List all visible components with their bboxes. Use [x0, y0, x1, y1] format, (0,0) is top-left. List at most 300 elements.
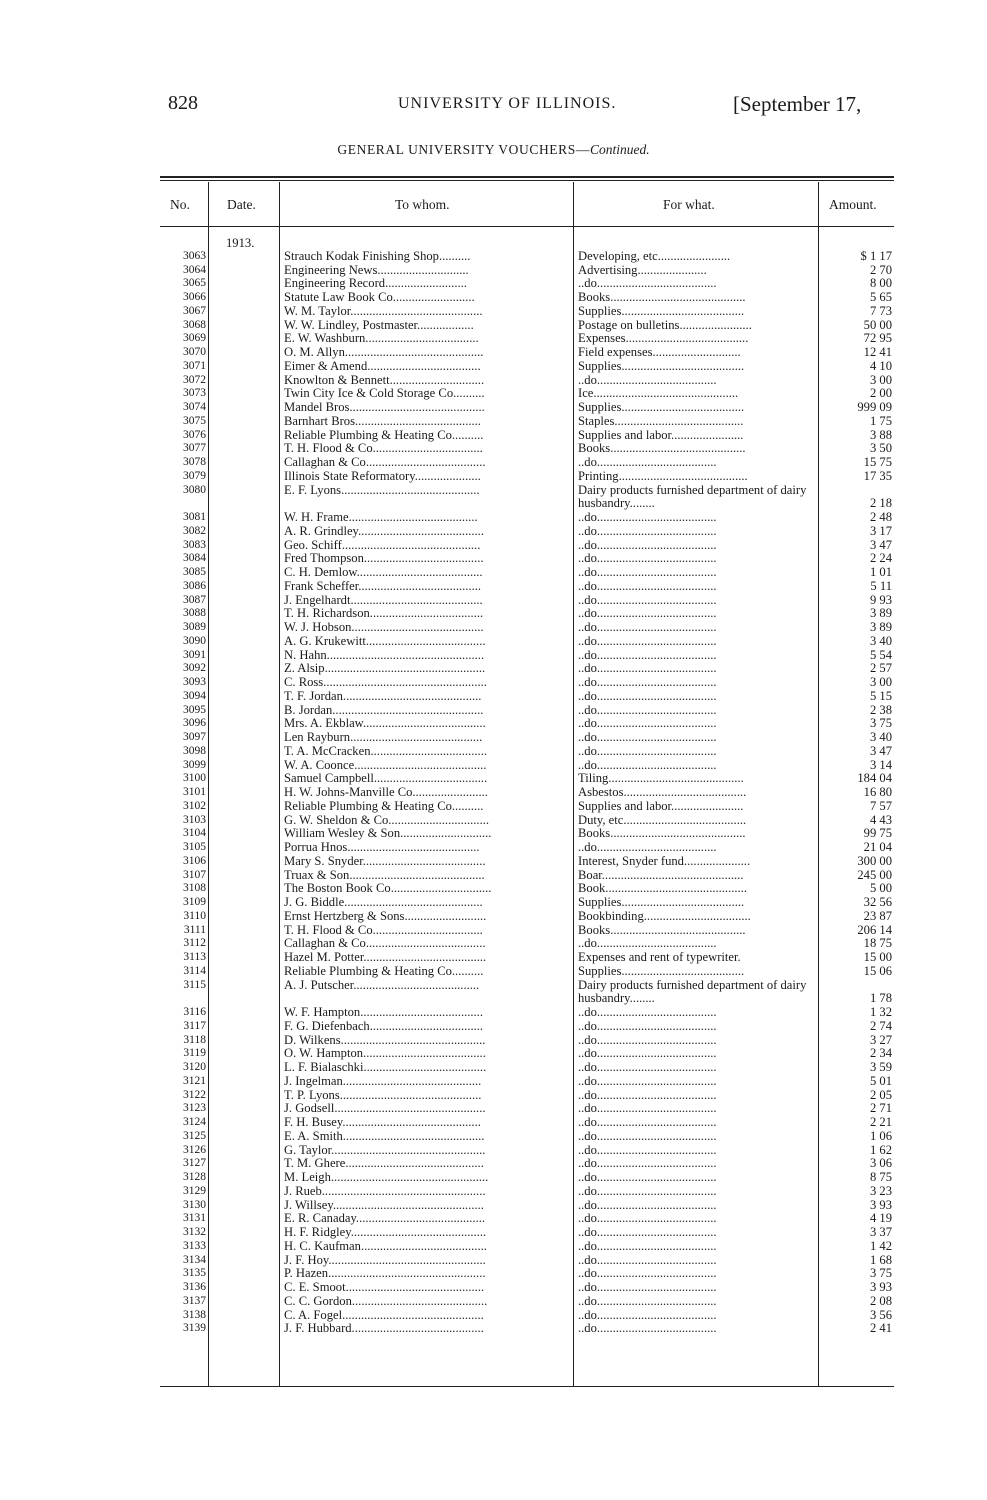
voucher-number: 3072 [183, 373, 206, 386]
table-row [0, 566, 987, 580]
purpose: ..do...................................... [578, 1116, 717, 1129]
table-row [0, 387, 987, 401]
voucher-number: 3136 [183, 1281, 206, 1293]
purpose: Dairy products furnished department of dairy husbandry........ [578, 483, 807, 511]
amount: 3 37 [869, 1226, 892, 1239]
amount: 3 00 [869, 373, 892, 387]
purpose: Books........................................... [578, 827, 746, 841]
table-row [0, 772, 987, 786]
voucher-number: 3075 [183, 414, 206, 427]
purpose: ..do...................................... [578, 1088, 717, 1102]
table-row [0, 1226, 987, 1240]
amount: 18 75 [863, 937, 892, 951]
table-row [0, 979, 987, 1007]
amount: 3 27 [869, 1033, 892, 1047]
purpose: ..do...................................... [578, 373, 717, 387]
voucher-number: 3138 [183, 1308, 206, 1321]
voucher-number: 3081 [183, 511, 206, 523]
payee: Twin City Ice & Cold Storage Co.......... [284, 387, 485, 401]
purpose: Postage on bulletins....................... [578, 318, 752, 332]
purpose: ..do...................................... [578, 1102, 717, 1116]
table-row [0, 1144, 987, 1158]
table-row [0, 1020, 987, 1034]
running-head: UNIVERSITY OF ILLINOIS. [398, 95, 617, 112]
voucher-number: 3117 [183, 1019, 206, 1032]
voucher-number: 3137 [183, 1294, 206, 1307]
voucher-number: 3113 [183, 951, 206, 963]
payee: Statute Law Book Co.......................... [284, 291, 475, 304]
voucher-number: 3065 [183, 277, 206, 290]
payee: J. G. Biddle............................................ [284, 896, 483, 909]
amount: 2 57 [869, 662, 892, 676]
payee: A. J. Putscher........................................ [284, 978, 480, 992]
voucher-number: 3089 [183, 621, 206, 633]
purpose: ..do...................................... [578, 1212, 717, 1226]
payee: Z. Alsip................................................... [284, 662, 486, 676]
payee: O. M. Allyn............................................ [284, 346, 484, 359]
voucher-number: 3091 [183, 648, 206, 661]
voucher-number: 3128 [183, 1171, 206, 1183]
amount: 15 00 [863, 951, 892, 964]
payee: Hazel M. Potter....................................... [284, 951, 487, 964]
year-line [0, 236, 987, 250]
payee: Ernst Hertzberg & Sons.......................... [284, 909, 487, 923]
voucher-number: 3139 [183, 1322, 206, 1335]
amount: 4 19 [869, 1212, 892, 1226]
table-row [0, 1034, 987, 1048]
amount: 3 59 [869, 1061, 892, 1074]
amount: 3 50 [869, 442, 892, 456]
amount: 3 14 [869, 758, 892, 772]
payee: C. A. Fogel............................................. [284, 1308, 484, 1322]
table-row [0, 717, 987, 731]
section-title-text: GENERAL UNIVERSITY VOUCHERS— [337, 142, 590, 157]
table-row [0, 924, 987, 938]
table-row [0, 264, 987, 278]
payee: Strauch Kodak Finishing Shop.......... [284, 249, 471, 263]
table-row [0, 704, 987, 718]
voucher-number: 3071 [183, 359, 206, 372]
payee: Truax & Son........................................... [284, 868, 485, 882]
table-row [0, 649, 987, 663]
purpose: Advertising...................... [578, 263, 707, 277]
table-row [0, 374, 987, 388]
purpose: ..do...................................... [578, 511, 717, 524]
amount: $ 1 17 [860, 249, 892, 263]
table-row [0, 1061, 987, 1075]
payee: T. H. Flood & Co................................... [284, 923, 483, 937]
table-row [0, 1047, 987, 1061]
payee: F. H. Busey............................................ [284, 1116, 481, 1129]
payee: E. A. Smith............................................. [284, 1129, 485, 1143]
header-date: [September 17, [733, 92, 862, 116]
amount: 5 11 [870, 579, 892, 593]
purpose: Bookbinding.................................. [578, 909, 751, 923]
col-header-amount: Amount. [829, 197, 877, 212]
amount: 3 89 [869, 607, 892, 621]
amount: 99 75 [863, 827, 892, 841]
purpose: ..do...................................... [578, 634, 717, 648]
payee: H. W. Johns-Manville Co........................ [284, 786, 488, 799]
purpose: ..do...................................... [578, 1033, 717, 1047]
table-row [0, 882, 987, 896]
amount: 7 57 [869, 799, 892, 813]
purpose: ..do...................................... [578, 277, 717, 291]
purpose: Asbestos....................................... [578, 786, 747, 799]
payee: B. Jordan................................................ [284, 703, 484, 717]
table-row [0, 1295, 987, 1309]
voucher-number: 3086 [183, 579, 206, 592]
table-row [0, 1267, 987, 1281]
table-row [0, 1254, 987, 1268]
payee: C. H. Demlow........................................ [284, 566, 483, 579]
purpose: ..do...................................... [578, 758, 717, 772]
payee: D. Wilkens.............................................. [284, 1033, 486, 1047]
amount: 3 40 [869, 731, 892, 744]
payee: O. W. Hampton....................................... [284, 1047, 486, 1061]
purpose: ..do...................................... [578, 744, 717, 758]
table-row [0, 607, 987, 621]
payee: T. H. Richardson.................................... [284, 607, 484, 621]
voucher-number: 3074 [183, 401, 206, 413]
amount: 2 48 [869, 511, 892, 524]
payee: Callaghan & Co...................................... [284, 937, 486, 951]
voucher-table [0, 236, 987, 1336]
table-row [0, 539, 987, 553]
voucher-number: 3076 [183, 428, 206, 441]
amount: 3 00 [869, 676, 892, 689]
table-row [0, 951, 987, 965]
amount: 72 95 [863, 332, 892, 346]
voucher-number: 3119 [183, 1047, 206, 1060]
purpose: ..do...................................... [578, 1294, 717, 1308]
purpose: ..do...................................... [578, 621, 717, 634]
voucher-number: 3063 [183, 249, 206, 262]
amount: 1 78 [869, 992, 892, 1006]
voucher-number: 3088 [183, 607, 206, 620]
payee: H. C. Kaufman........................................ [284, 1239, 487, 1253]
voucher-number: 3105 [183, 841, 206, 853]
amount: 5 15 [869, 689, 892, 703]
amount: 8 75 [869, 1171, 892, 1184]
header-bottom-rule [160, 226, 894, 227]
voucher-number: 3068 [183, 318, 206, 331]
payee: Barnhart Bros........................................ [284, 414, 481, 428]
table-row [0, 360, 987, 374]
table-row [0, 896, 987, 910]
table-row [0, 456, 987, 470]
voucher-number: 3109 [183, 896, 206, 908]
table-row [0, 442, 987, 456]
table-row [0, 1240, 987, 1254]
payee: J. F. Hubbard.......................................... [284, 1322, 484, 1336]
purpose: ..do...................................... [578, 1253, 717, 1267]
payee: J. Willsey................................................ [284, 1198, 484, 1212]
table-row [0, 1185, 987, 1199]
payee: W. H. Frame......................................... [284, 511, 478, 524]
table-row [0, 511, 987, 525]
payee: C. C. Gordon........................................... [284, 1294, 488, 1308]
amount: 16 80 [863, 786, 892, 799]
purpose: ..do...................................... [578, 1006, 717, 1019]
payee: Frank Scheffer....................................... [284, 579, 482, 593]
voucher-number: 3116 [183, 1006, 206, 1018]
voucher-number: 3064 [183, 263, 206, 276]
voucher-number: 3087 [183, 593, 206, 606]
purpose: ..do...................................... [578, 1047, 717, 1061]
purpose: Duty, etc....................................... [578, 813, 747, 827]
amount: 21 04 [863, 841, 892, 854]
voucher-number: 3096 [183, 717, 206, 730]
voucher-number: 3084 [183, 552, 206, 565]
purpose: Expenses....................................... [578, 332, 749, 346]
purpose: ..do...................................... [578, 566, 717, 579]
purpose: Supplies....................................... [578, 401, 745, 414]
purpose: ..do...................................... [578, 1226, 717, 1239]
table-row [0, 1199, 987, 1213]
payee: Mary S. Snyder....................................... [284, 854, 486, 868]
purpose: Printing......................................... [578, 469, 748, 483]
purpose: ..do...................................... [578, 1074, 717, 1088]
table-row [0, 1322, 987, 1336]
table-row [0, 1171, 987, 1185]
voucher-number: 3125 [183, 1129, 206, 1142]
amount: 2 24 [869, 552, 892, 566]
payee: A. R. Grindley........................................ [284, 524, 484, 538]
voucher-number: 3099 [183, 758, 206, 771]
payee: M. Leigh.................................................. [284, 1171, 489, 1184]
purpose: ..do...................................... [578, 552, 717, 566]
payee: T. A. McCracken..................................... [284, 744, 487, 758]
table-row [0, 484, 987, 512]
amount: 2 08 [869, 1294, 892, 1308]
payee: Engineering Record.......................... [284, 277, 467, 291]
amount: 3 17 [869, 524, 892, 538]
voucher-number: 3133 [183, 1239, 206, 1252]
table-row [0, 786, 987, 800]
table-row [0, 1212, 987, 1226]
column-headers [0, 197, 987, 217]
amount: 1 01 [869, 566, 892, 579]
purpose: Book............................................. [578, 882, 747, 896]
amount: 50 00 [863, 318, 892, 332]
table-row [0, 1075, 987, 1089]
table-row [0, 250, 987, 264]
table-row [0, 1089, 987, 1103]
payee: Len Rayburn.......................................... [284, 731, 483, 744]
amount: 2 74 [869, 1019, 892, 1033]
table-row [0, 827, 987, 841]
payee: P. Hazen.................................................. [284, 1267, 486, 1281]
payee: N. Hahn.................................................. [284, 648, 485, 662]
payee: C. E. Smoot............................................ [284, 1281, 485, 1294]
amount: 3 75 [869, 1267, 892, 1281]
table-row [0, 937, 987, 951]
table-row [0, 676, 987, 690]
purpose: ..do...................................... [578, 1198, 717, 1212]
purpose: ..do...................................... [578, 456, 717, 469]
table-top-rule [160, 176, 894, 178]
purpose: ..do...................................... [578, 1019, 717, 1033]
year-label: 1913. [226, 236, 255, 250]
voucher-number: 3082 [183, 524, 206, 537]
amount: 7 73 [869, 304, 892, 318]
purpose: Supplies....................................... [578, 964, 745, 978]
voucher-number: 3120 [183, 1061, 206, 1073]
table-row [0, 1130, 987, 1144]
amount: 2 34 [869, 1047, 892, 1061]
voucher-number: 3094 [183, 689, 206, 702]
table-row [0, 1309, 987, 1323]
amount: 2 18 [869, 497, 892, 511]
amount: 2 38 [869, 703, 892, 717]
table-row [0, 1102, 987, 1116]
voucher-number: 3132 [183, 1226, 206, 1238]
voucher-number: 3077 [183, 442, 206, 455]
voucher-number: 3067 [183, 304, 206, 317]
purpose: ..do...................................... [578, 662, 717, 676]
purpose: ..do...................................... [578, 648, 717, 662]
section-title [0, 142, 987, 158]
payee: J. F. Hoy.................................................. [284, 1253, 486, 1267]
purpose: ..do...................................... [578, 1267, 717, 1281]
table-row [0, 635, 987, 649]
payee: Reliable Plumbing & Heating Co.......... [284, 964, 484, 978]
purpose: Expenses and rent of typewriter. [578, 951, 741, 964]
col-header-date: Date. [227, 197, 256, 212]
table-row [0, 470, 987, 484]
purpose: ..do...................................... [578, 1143, 717, 1157]
purpose: ..do...................................... [578, 703, 717, 717]
payee: F. G. Diefenbach.................................... [284, 1019, 484, 1033]
amount: 2 41 [869, 1322, 892, 1336]
payee: Mrs. A. Ekblaw....................................... [284, 717, 486, 731]
amount: 1 32 [869, 1006, 892, 1019]
purpose: ..do...................................... [578, 524, 717, 538]
amount: 1 42 [869, 1239, 892, 1253]
voucher-number: 3135 [183, 1267, 206, 1280]
purpose: Books........................................... [578, 291, 746, 304]
voucher-number: 3093 [183, 676, 206, 688]
amount: 3 56 [869, 1308, 892, 1322]
voucher-number: 3127 [183, 1157, 206, 1170]
amount: 5 65 [869, 291, 892, 304]
purpose: ..do...................................... [578, 1157, 717, 1171]
table-row [0, 1116, 987, 1130]
payee: E. F. Lyons............................................ [284, 483, 480, 497]
voucher-number: 3112 [183, 937, 206, 950]
payee: W. W. Lindley, Postmaster.................. [284, 318, 474, 332]
amount: 1 06 [869, 1129, 892, 1143]
payee: G. W. Sheldon & Co................................ [284, 813, 490, 827]
table-row [0, 401, 987, 415]
amount: 32 56 [863, 896, 892, 909]
amount: 15 75 [863, 456, 892, 469]
voucher-number: 3102 [183, 799, 206, 812]
voucher-number: 3079 [183, 469, 206, 482]
payee: A. G. Krukewitt...................................... [284, 634, 486, 648]
purpose: Supplies and labor....................... [578, 799, 744, 813]
amount: 206 14 [857, 923, 892, 937]
purpose: Supplies and labor....................... [578, 428, 744, 442]
purpose: ..do...................................... [578, 731, 717, 744]
amount: 3 23 [869, 1184, 892, 1198]
payee: T. P. Lyons............................................. [284, 1088, 482, 1102]
table-row [0, 690, 987, 704]
table-row [0, 814, 987, 828]
voucher-number: 3098 [183, 744, 206, 757]
amount: 2 21 [869, 1116, 892, 1129]
amount: 1 75 [869, 414, 892, 428]
amount: 5 00 [869, 882, 892, 896]
voucher-number: 3123 [183, 1102, 206, 1115]
amount: 9 93 [869, 593, 892, 607]
table-row [0, 745, 987, 759]
payee: E. W. Washburn.................................... [284, 332, 479, 346]
col-header-no: No. [170, 197, 190, 212]
payee: Engineering News............................. [284, 263, 469, 277]
purpose: Tiling........................................... [578, 772, 744, 786]
payee: Illinois State Reformatory..................... [284, 469, 481, 483]
voucher-number: 3085 [183, 566, 206, 578]
voucher-number: 3121 [183, 1074, 206, 1087]
purpose: ..do...................................... [578, 607, 717, 621]
purpose: ..do...................................... [578, 538, 717, 552]
payee: Mandel Bros........................................... [284, 401, 485, 414]
table-row [0, 580, 987, 594]
amount: 2 70 [869, 263, 892, 277]
payee: W. M. Taylor.......................................... [284, 304, 483, 318]
purpose: Supplies....................................... [578, 304, 745, 318]
payee: Porrua Hnos.......................................... [284, 841, 480, 854]
table-row [0, 429, 987, 443]
voucher-number: 3101 [183, 786, 206, 798]
purpose: ..do...................................... [578, 676, 717, 689]
voucher-number: 3095 [183, 703, 206, 716]
amount: 3 75 [869, 717, 892, 731]
amount: 15 06 [863, 964, 892, 978]
payee: L. F. Bialaschki....................................... [284, 1061, 487, 1074]
page-header [0, 92, 987, 122]
amount: 3 47 [869, 744, 892, 758]
payee: T. M. Ghere............................................ [284, 1157, 484, 1171]
payee: E. R. Canaday......................................... [284, 1212, 486, 1226]
voucher-number: 3100 [183, 772, 206, 785]
amount: 17 35 [863, 469, 892, 483]
table-row [0, 415, 987, 429]
payee: J. Engelhardt.......................................... [284, 593, 483, 607]
voucher-number: 3108 [183, 882, 206, 895]
voucher-number: 3066 [183, 291, 206, 303]
purpose: ..do...................................... [578, 717, 717, 731]
purpose: Interest, Snyder fund..................... [578, 854, 751, 868]
amount: 999 09 [857, 401, 892, 414]
voucher-number: 3069 [183, 332, 206, 345]
amount: 1 62 [869, 1143, 892, 1157]
amount: 3 93 [869, 1281, 892, 1294]
table-row [0, 855, 987, 869]
purpose: Ice.............................................. [578, 387, 739, 401]
table-row [0, 552, 987, 566]
payee: T. H. Flood & Co................................... [284, 442, 483, 456]
purpose: ..do...................................... [578, 579, 717, 593]
purpose: ..do...................................... [578, 937, 717, 951]
purpose: Staples......................................... [578, 414, 744, 428]
table-row [0, 841, 987, 855]
table-row [0, 1006, 987, 1020]
voucher-number: 3073 [183, 387, 206, 400]
payee: Geo. Schiff............................................ [284, 538, 481, 552]
